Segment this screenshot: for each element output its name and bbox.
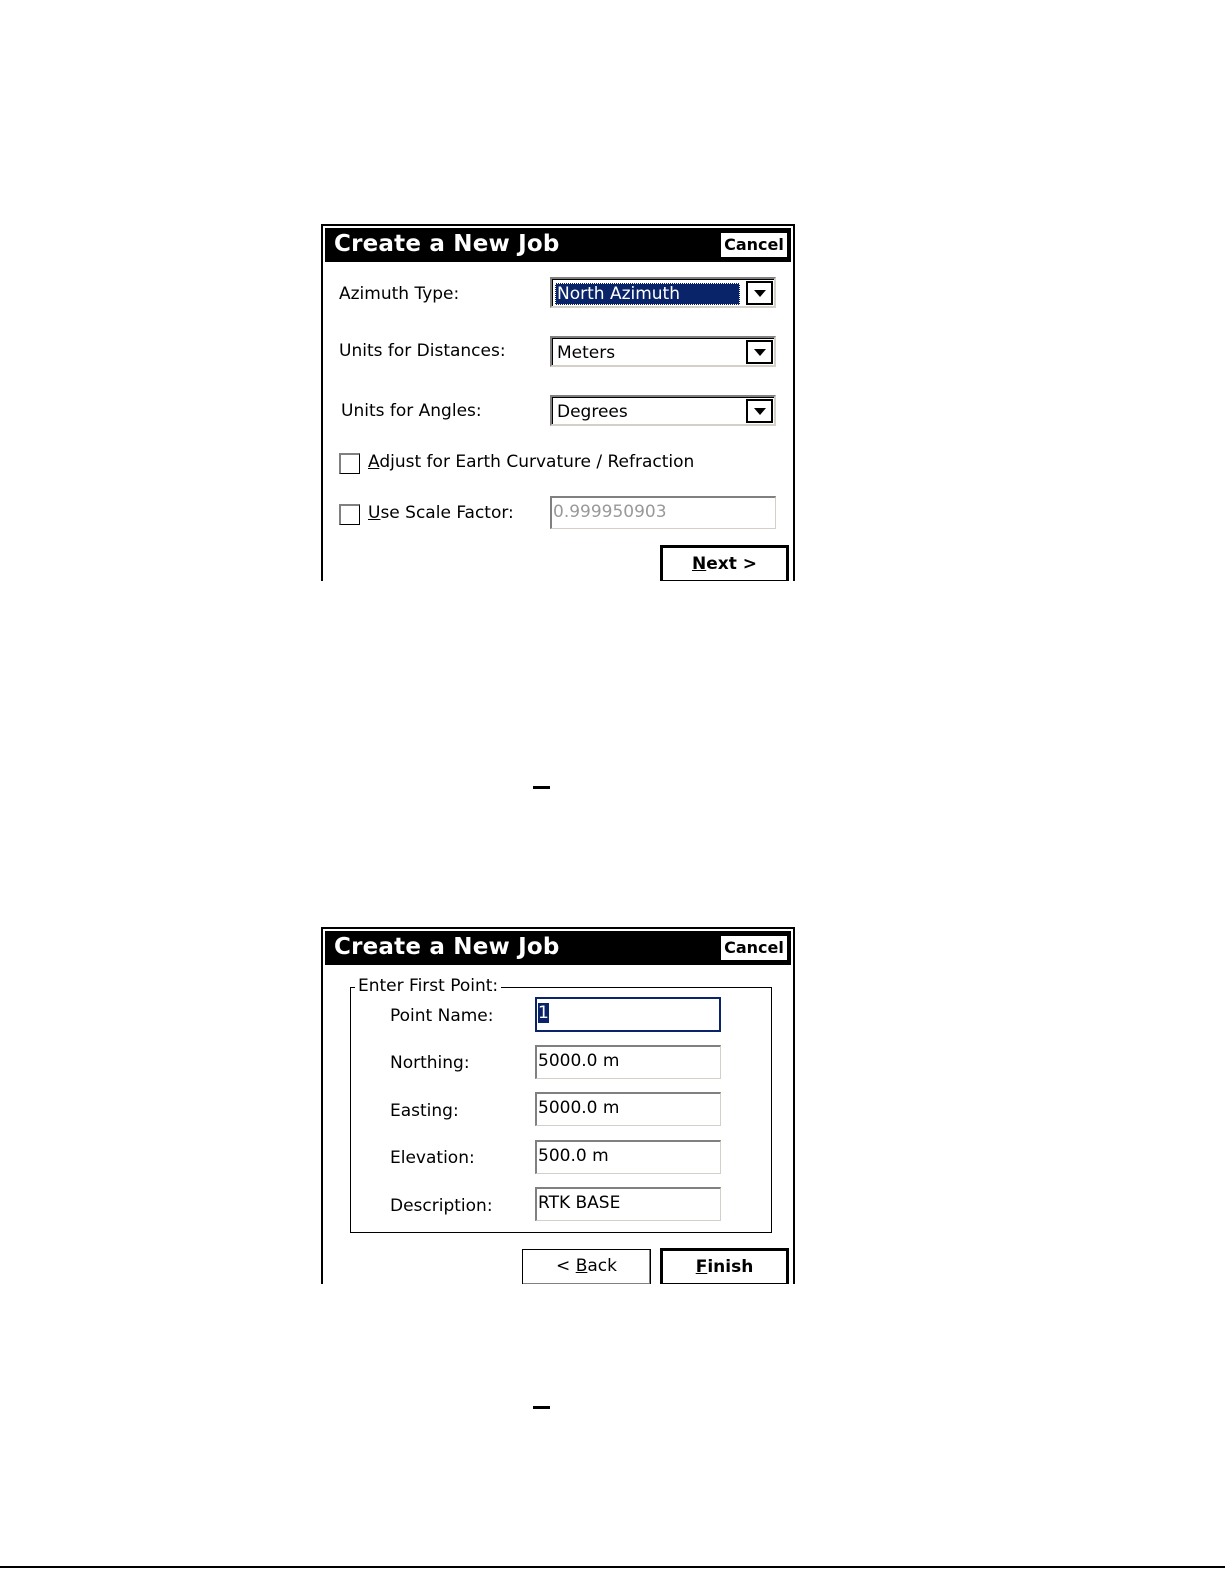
description-input[interactable]: RTK BASE <box>535 1187 721 1221</box>
page-bottom-rule <box>0 1566 1225 1568</box>
dialog-title: Create a New Job <box>334 231 560 257</box>
scale-factor-checkbox[interactable] <box>339 504 360 525</box>
units-distances-select[interactable] <box>550 336 776 367</box>
finish-button[interactable]: Finish <box>661 1249 788 1284</box>
dialog-title: Create a New Job <box>334 934 560 960</box>
scale-factor-label[interactable]: Use Scale Factor: <box>368 503 514 523</box>
title-bar <box>325 228 791 262</box>
northing-label: Northing: <box>390 1053 470 1073</box>
chevron-down-icon[interactable] <box>746 281 773 305</box>
point-name-input[interactable]: 1 <box>535 997 721 1032</box>
create-job-dialog-step1 <box>321 224 795 581</box>
description-label: Description: <box>390 1196 493 1216</box>
chevron-down-icon[interactable] <box>746 399 773 423</box>
azimuth-type-select[interactable] <box>550 277 776 308</box>
group-label: Enter First Point: <box>355 976 501 996</box>
cancel-button[interactable]: Cancel <box>719 231 789 259</box>
point-name-label: Point Name: <box>390 1006 494 1026</box>
cancel-button[interactable]: Cancel <box>719 934 789 962</box>
units-distances-label: Units for Distances: <box>339 341 506 361</box>
northing-input[interactable]: 5000.0 m <box>535 1045 721 1079</box>
next-button[interactable]: Next > <box>661 546 788 581</box>
units-distances-value: Meters <box>557 343 616 363</box>
azimuth-type-value: North Azimuth <box>555 283 740 305</box>
create-job-dialog-step2 <box>321 927 795 1284</box>
units-angles-select[interactable] <box>550 395 776 426</box>
units-angles-label: Units for Angles: <box>341 401 482 421</box>
elevation-input[interactable]: 500.0 m <box>535 1140 721 1174</box>
azimuth-type-label: Azimuth Type: <box>339 284 460 304</box>
separator-dash <box>533 786 550 789</box>
elevation-label: Elevation: <box>390 1148 475 1168</box>
earth-curvature-label[interactable]: Adjust for Earth Curvature / Refraction <box>368 452 695 472</box>
separator-dash <box>533 1406 550 1409</box>
earth-curvature-checkbox[interactable] <box>339 453 360 474</box>
easting-label: Easting: <box>390 1101 459 1121</box>
scale-factor-input[interactable]: 0.999950903 <box>550 496 776 529</box>
chevron-down-icon[interactable] <box>746 340 773 364</box>
title-bar <box>325 931 791 965</box>
back-button[interactable]: < Back <box>522 1249 651 1284</box>
units-angles-value: Degrees <box>557 402 628 422</box>
easting-input[interactable]: 5000.0 m <box>535 1092 721 1126</box>
